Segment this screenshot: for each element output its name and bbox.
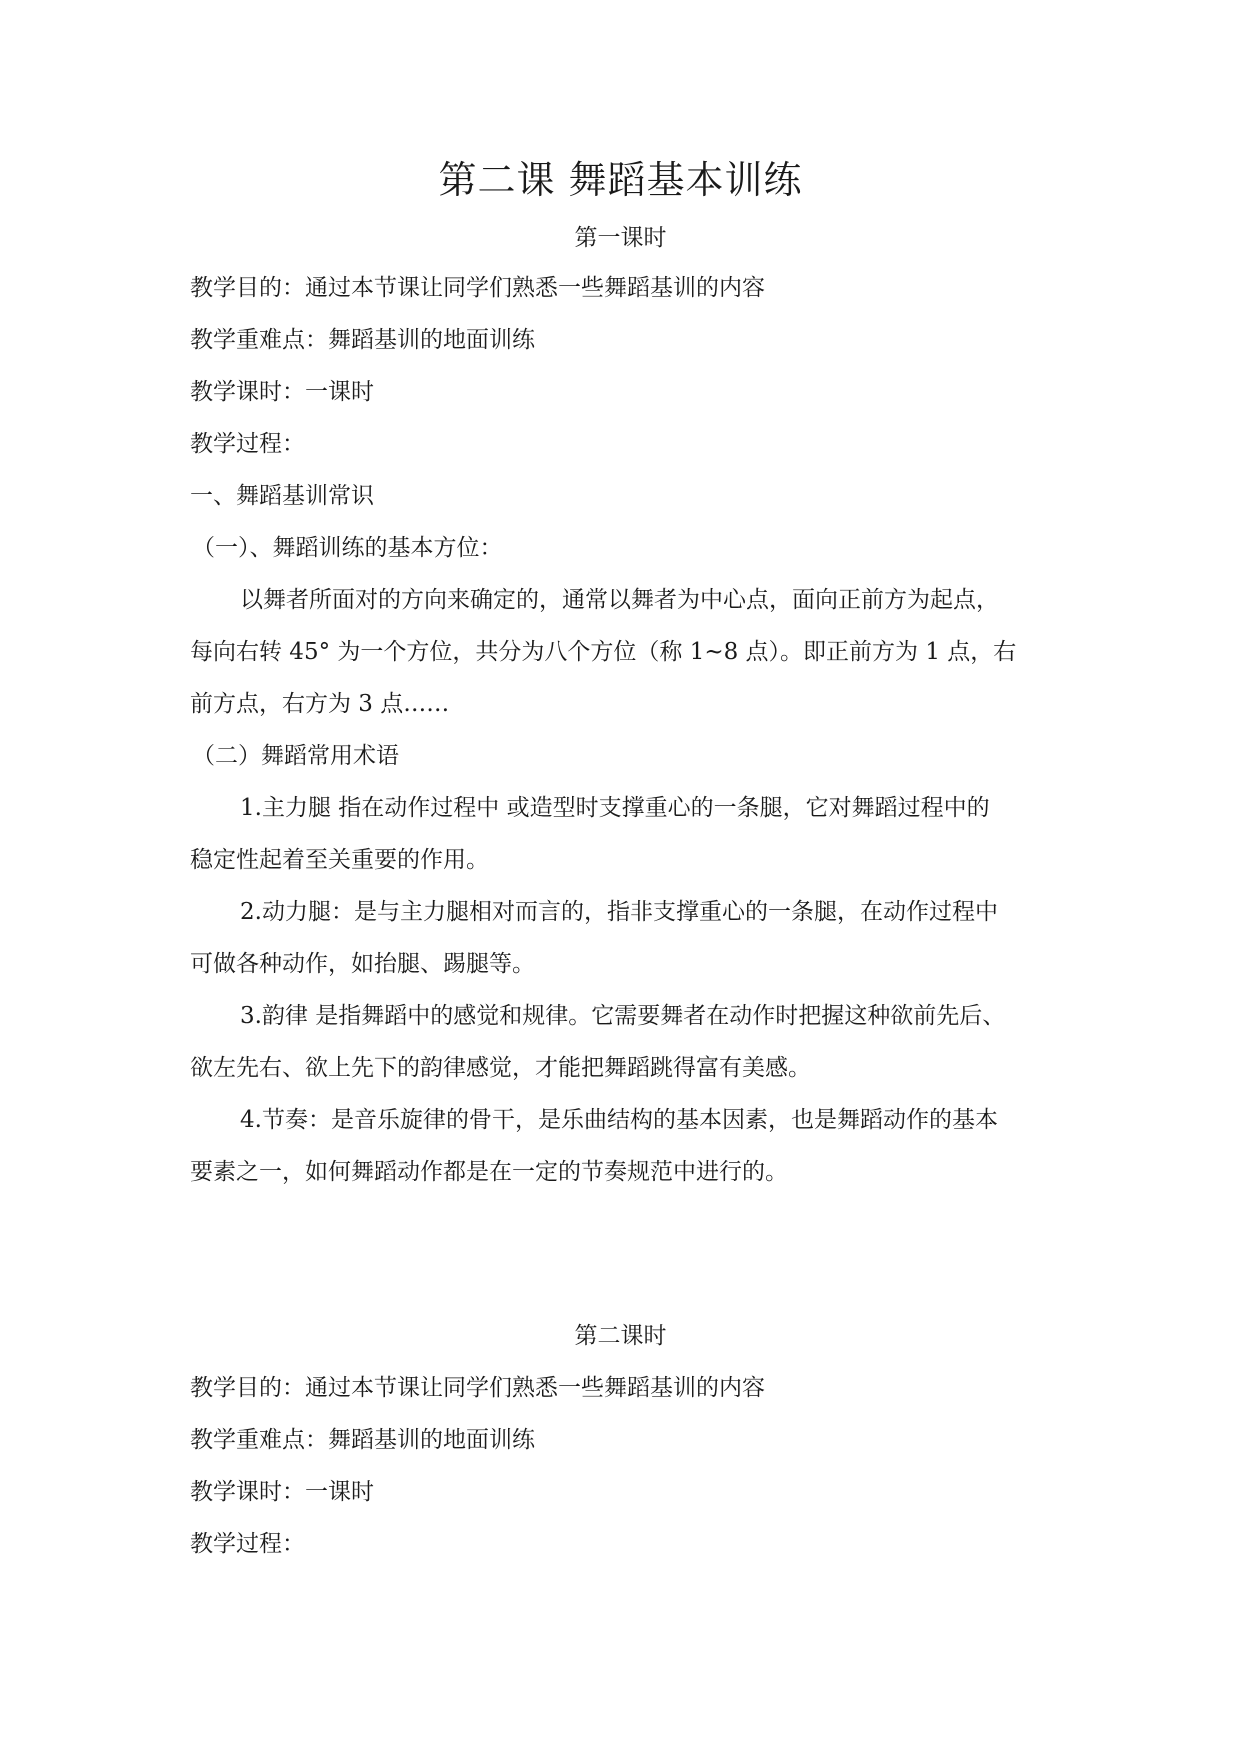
lesson1-goal: 教学目的：通过本节课让同学们熟悉一些舞蹈基训的内容	[190, 275, 765, 301]
document-title: 第二课 舞蹈基本训练	[438, 158, 803, 202]
term-line: 可做各种动作，如抬腿、踢腿等。	[190, 951, 535, 977]
lesson2-focus: 教学重难点：舞蹈基训的地面训练	[190, 1427, 535, 1453]
lesson2-heading: 第二课时	[574, 1323, 667, 1349]
lesson1-hours: 教学课时：一课时	[190, 379, 374, 405]
paragraph-line: 每向右转 45° 为一个方位，共分为八个方位（称 1~8 点）。即正前方为 1 点，右	[190, 639, 1017, 665]
paragraph-line: 前方点，右方为 3 点……	[190, 691, 450, 717]
term-line: 要素之一，如何舞蹈动作都是在一定的节奏规范中进行的。	[190, 1159, 788, 1185]
lesson2-goal: 教学目的：通过本节课让同学们熟悉一些舞蹈基训的内容	[190, 1375, 765, 1401]
lesson1-process: 教学过程：	[190, 431, 305, 457]
lesson2-process: 教学过程：	[190, 1531, 305, 1557]
section-heading-1: 一、舞蹈基训常识	[190, 483, 374, 509]
term-line: 稳定性起着至关重要的作用。	[190, 847, 489, 873]
paragraph-line: 以舞者所面对的方向来确定的，通常以舞者为中心点，面向正前方为起点，	[240, 587, 999, 613]
subsection-heading-2: （二）舞蹈常用术语	[192, 743, 399, 769]
term-line: 3.韵律 是指舞蹈中的感觉和规律。它需要舞者在动作时把握这种欲前先后、	[240, 1003, 1006, 1029]
term-line: 1.主力腿 指在动作过程中 或造型时支撑重心的一条腿，它对舞蹈过程中的	[240, 795, 990, 821]
lesson1-focus: 教学重难点：舞蹈基训的地面训练	[190, 327, 535, 353]
term-line: 2.动力腿：是与主力腿相对而言的，指非支撑重心的一条腿，在动作过程中	[240, 899, 998, 925]
subsection-heading-1: （一）、舞蹈训练的基本方位：	[192, 535, 503, 561]
term-line: 4.节奏：是音乐旋律的骨干，是乐曲结构的基本因素，也是舞蹈动作的基本	[240, 1107, 998, 1133]
lesson2-hours: 教学课时：一课时	[190, 1479, 374, 1505]
lesson1-heading: 第一课时	[574, 225, 667, 251]
term-line: 欲左先右、欲上先下的韵律感觉，才能把舞蹈跳得富有美感。	[190, 1055, 811, 1081]
